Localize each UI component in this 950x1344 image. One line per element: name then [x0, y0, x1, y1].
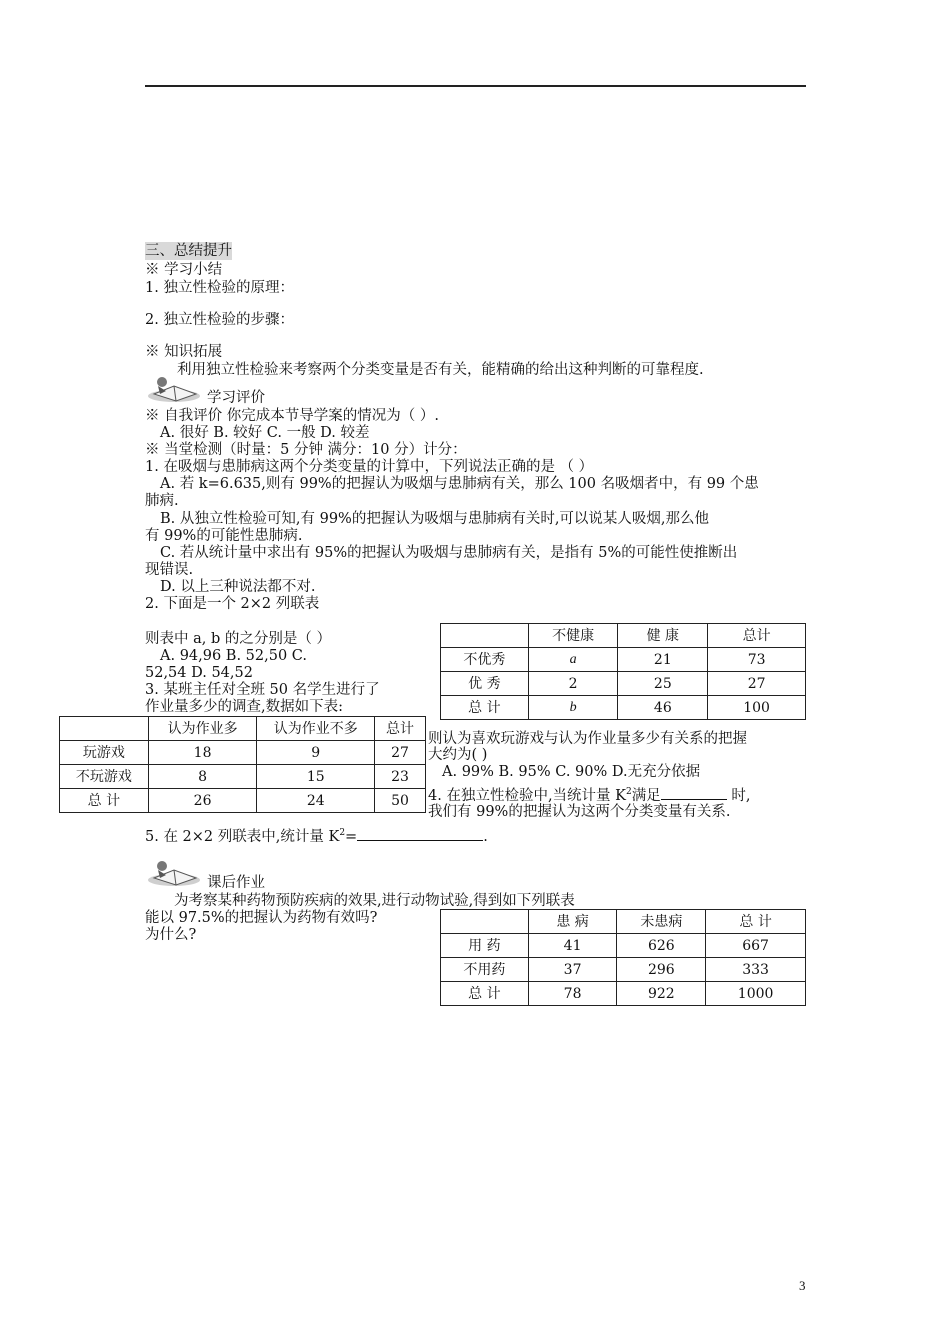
q1-stem: 1. 在吸烟与患肺病这两个分类变量的计算中，下列说法正确的是 （ ） [145, 459, 594, 475]
table-cell: 100 [708, 696, 806, 720]
table-cell: 1000 [706, 982, 806, 1006]
table-cell: 23 [375, 765, 426, 789]
table-row [441, 982, 806, 1006]
table-cell: 不用药 [441, 958, 529, 982]
table-cell: 健 康 [618, 624, 708, 648]
table-cell: 总计 [375, 717, 426, 741]
table-row [441, 958, 806, 982]
q4-text: 满足 [631, 787, 661, 804]
q1-option-b-line2: 有 99%的可能性患肺病. [145, 528, 303, 544]
q3-options: A. 99% B. 95% C. 90% D.无充分依据 [442, 764, 701, 780]
table-cell: 73 [708, 648, 806, 672]
table-cell: 优 秀 [441, 672, 529, 696]
q3-stem-line1: 3. 某班主任对全班 50 名学生进行了 [145, 682, 380, 698]
section-title: 三、总结提升 [145, 243, 232, 259]
table-cell: 78 [528, 982, 617, 1006]
summary-item-1: 1. 独立性检验的原理： [145, 280, 294, 296]
table-cell: 18 [148, 741, 257, 765]
table-cell: 15 [257, 765, 375, 789]
table-cell: 9 [257, 741, 375, 765]
homework-ask-line1: 能以 97.5%的把握认为药物有效吗? [145, 910, 378, 926]
table-cell: 总 计 [60, 789, 149, 813]
self-evaluation-options: A. 很好 B. 较好 C. 一般 D. 较差 [160, 425, 370, 441]
table-cell: 333 [706, 958, 806, 982]
table-cell: 46 [618, 696, 708, 720]
q1-option-b-line1: B. 从独立性检验可知,有 99%的把握认为吸烟与患肺病有关时,可以说某人吸烟,那么他 [160, 511, 710, 527]
table-cell: 26 [148, 789, 257, 813]
homework-ask-line2: 为什么? [145, 927, 197, 943]
q2-table [440, 623, 806, 720]
table-cell: 27 [708, 672, 806, 696]
q3-table [59, 716, 426, 813]
header-rule [145, 85, 806, 87]
table-cell: 667 [706, 934, 806, 958]
table-cell [441, 910, 529, 934]
table-cell: 626 [617, 934, 706, 958]
q4-line2: 我们有 99%的把握认为这两个分类变量有关系. [428, 804, 731, 820]
q5-line [145, 824, 488, 846]
table-cell: b [528, 696, 618, 720]
table-row [60, 765, 426, 789]
q1-option-a-line2: 肺病. [145, 493, 179, 509]
table-cell: 41 [528, 934, 617, 958]
table-cell: 玩游戏 [60, 741, 149, 765]
table-cell [441, 624, 529, 648]
q1-option-d: D. 以上三种说法都不对. [160, 579, 316, 595]
table-cell: 患 病 [528, 910, 617, 934]
table-cell: 50 [375, 789, 426, 813]
q2-ask: 则表中 a, b 的之分别是（ ） [145, 631, 331, 647]
homework-intro: 为考察某种药物预防疾病的效果,进行动物试验,得到如下列联表 [174, 893, 575, 909]
q4-exponent: 2 [626, 787, 632, 797]
table-cell: 8 [148, 765, 257, 789]
table-cell: 296 [617, 958, 706, 982]
table-cell: 24 [257, 789, 375, 813]
homework-table [440, 909, 806, 1006]
q4-line1 [428, 783, 750, 805]
q1-option-c-line2: 现错误. [145, 562, 194, 578]
table-row [441, 910, 806, 934]
table-cell [60, 717, 149, 741]
table-cell: 用 药 [441, 934, 529, 958]
table-cell: 27 [375, 741, 426, 765]
study-summary-heading: ※ 学习小结 [145, 262, 223, 278]
table-row [441, 934, 806, 958]
evaluation-title: 学习评价 [207, 390, 265, 406]
table-cell: 37 [528, 958, 617, 982]
summary-item-2: 2. 独立性检验的步骤： [145, 312, 294, 328]
q4-answer-blank[interactable] [661, 785, 727, 800]
table-cell: 总 计 [441, 982, 529, 1006]
q2-options-line2: 52,54 D. 54,52 [145, 665, 253, 681]
class-test-heading: ※ 当堂检测（时量：5 分钟 满分：10 分）计分： [145, 442, 467, 458]
table-cell: 不健康 [528, 624, 618, 648]
table-cell: 认为作业不多 [257, 717, 375, 741]
q2-stem: 2. 下面是一个 2×2 列联表 [145, 596, 320, 612]
q4-text: 4. 在独立性检验中,当统计量 K [428, 787, 626, 804]
table-cell: 总 计 [706, 910, 806, 934]
page-number: 3 [799, 1278, 806, 1293]
table-row [60, 717, 426, 741]
table-cell: 922 [617, 982, 706, 1006]
table-cell: 未患病 [617, 910, 706, 934]
table-row [441, 672, 806, 696]
q5-text: = [345, 828, 358, 845]
table-cell: a [528, 648, 618, 672]
knowledge-extend-text: 利用独立性检验来考察两个分类变量是否有关，能精确的给出这种判断的可靠程度. [177, 362, 704, 378]
table-cell: 21 [618, 648, 708, 672]
q5-answer-blank[interactable] [357, 826, 483, 841]
table-row [441, 696, 806, 720]
self-evaluation: ※ 自我评价 你完成本节导学案的情况为（ ）. [145, 408, 439, 424]
q4-text: 时, [726, 787, 751, 804]
q2-options-line1: A. 94,96 B. 52,50 C. [160, 648, 307, 664]
table-row [60, 789, 426, 813]
table-cell: 不优秀 [441, 648, 529, 672]
knowledge-extend-heading: ※ 知识拓展 [145, 344, 223, 360]
table-cell: 2 [528, 672, 618, 696]
q3-stem-line2: 作业量多少的调查,数据如下表: [145, 699, 343, 715]
q1-option-c-line1: C. 若从统计量中求出有 95%的把握认为吸烟与患肺病有关，是指有 5%的可能性使推断出 [160, 545, 738, 561]
table-cell: 总 计 [441, 696, 529, 720]
q1-option-a-line1: A. 若 k=6.635,则有 99%的把握认为吸烟与患肺病有关，那么 100 名吸烟者中，有 99 个患 [160, 476, 759, 492]
table-row [441, 648, 806, 672]
q3-ask-line1: 则认为喜欢玩游戏与认为作业量多少有关系的把握 [428, 731, 747, 747]
q3-ask-line2: 大约为( ) [428, 747, 488, 763]
book-reader-icon [146, 858, 204, 888]
q5-text: 5. 在 2×2 列联表中,统计量 K [145, 828, 340, 845]
q5-exponent: 2 [339, 828, 346, 838]
table-row [60, 741, 426, 765]
q5-text: . [483, 828, 488, 845]
table-cell: 总计 [708, 624, 806, 648]
table-cell: 认为作业多 [148, 717, 257, 741]
homework-title: 课后作业 [207, 875, 265, 891]
book-reader-icon [146, 374, 204, 404]
table-row [441, 624, 806, 648]
table-cell: 不玩游戏 [60, 765, 149, 789]
table-cell: 25 [618, 672, 708, 696]
